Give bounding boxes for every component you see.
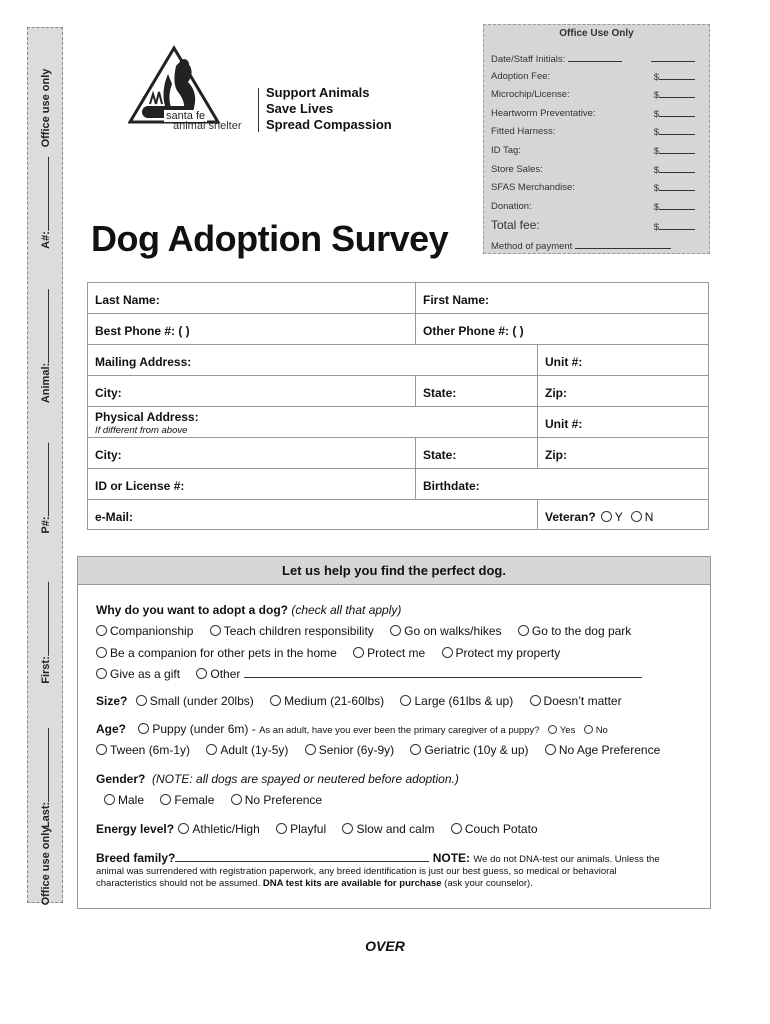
breed-note-label: NOTE:: [432, 851, 471, 865]
office-row-date[interactable]: [491, 53, 695, 67]
age-options-row: [96, 743, 668, 757]
why-options-row-2: [96, 646, 568, 660]
why-option-walks[interactable]: Go on walks/hikes: [385, 624, 501, 638]
office-row-total[interactable]: [491, 218, 695, 236]
energy-option-playful[interactable]: Playful: [271, 822, 326, 836]
office-row-label: Microchip/License:: [491, 89, 570, 100]
strip-p-number[interactable]: [40, 442, 52, 533]
office-row-adoption-fee[interactable]: [491, 71, 695, 85]
veteran-yes-label: Y: [614, 510, 623, 524]
breed-note-text: We do not DNA-test our animals. Unless the: [473, 854, 660, 865]
why-question-note: (check all that apply): [291, 603, 402, 617]
strip-animal-label: Animal:: [40, 362, 52, 404]
birthdate-field[interactable]: Birthdate:: [416, 469, 709, 500]
why-options-row-3: [96, 667, 650, 681]
why-option-protect-property[interactable]: Protect my property: [437, 646, 561, 660]
tagline: [266, 85, 392, 133]
energy-option-couch-potato[interactable]: Couch Potato: [446, 822, 538, 836]
last-name-field[interactable]: Last Name:: [88, 283, 416, 314]
veteran-label: Veteran?: [545, 510, 596, 524]
id-license-field[interactable]: ID or License #:: [88, 469, 416, 500]
office-row-amount: $: [654, 89, 695, 101]
office-row-label: SFAS Merchandise:: [491, 182, 575, 193]
office-use-box: [483, 24, 710, 254]
physical-address-note: If different from above: [95, 425, 188, 436]
age-option-geriatric[interactable]: Geriatric (10y & up): [405, 743, 528, 757]
logo-text-santa-fe: santa fe: [166, 110, 206, 122]
strip-office-label-top: Office use only: [40, 68, 52, 148]
physical-state-field[interactable]: State:: [416, 438, 538, 469]
mailing-address-field[interactable]: Mailing Address:: [88, 345, 538, 376]
office-row-label: Fitted Harness:: [491, 126, 556, 137]
age-question: [96, 722, 608, 736]
why-other-input[interactable]: [244, 668, 642, 678]
office-row-label: Method of payment: [491, 240, 671, 252]
office-row-amount: $: [654, 108, 695, 120]
office-row-amount: $: [654, 201, 695, 213]
veteran-no-radio[interactable]: [631, 511, 642, 522]
age-puppy-note: As an adult, have you ever been the primary caregiver of a puppy?: [259, 725, 540, 736]
gender-question-note: (NOTE: all dogs are spayed or neutered before adoption.): [152, 772, 459, 786]
physical-zip-field[interactable]: Zip:: [538, 438, 709, 469]
why-question-label: Why do you want to adopt a dog?: [96, 603, 288, 617]
office-row-label: Date/Staff Initials:: [491, 53, 622, 65]
tagline-line: Support Animals: [266, 85, 370, 100]
why-option-teach-children[interactable]: Teach children responsibility: [205, 624, 374, 638]
office-row-label: Total fee:: [491, 218, 540, 232]
mailing-zip-field[interactable]: Zip:: [538, 376, 709, 407]
mailing-state-field[interactable]: State:: [416, 376, 538, 407]
dna-kit-note: DNA test kits are available for purchase: [262, 878, 442, 889]
office-row-heartworm[interactable]: [491, 108, 695, 122]
office-row-label: Adoption Fee:: [491, 71, 551, 82]
first-name-field[interactable]: First Name:: [416, 283, 709, 314]
strip-first[interactable]: [40, 582, 52, 684]
office-row-label: Heartworm Preventative:: [491, 108, 596, 119]
physical-unit-field[interactable]: Unit #:: [538, 407, 709, 438]
breed-note-continued: animal was surrendered with registration paperwork, any breed identification is just our best guess, so medical or behavioral: [96, 866, 617, 877]
size-option-medium[interactable]: Medium (21-60lbs): [265, 694, 384, 708]
office-row-label: Store Sales:: [491, 164, 543, 175]
strip-last-label: Last:: [40, 801, 52, 829]
office-row-amount: $: [654, 221, 695, 233]
strip-a-label: A#:: [40, 231, 52, 249]
energy-option-slow-calm[interactable]: Slow and calm: [337, 822, 434, 836]
gender-question: [96, 772, 459, 786]
age-question-label: Age?: [96, 722, 126, 736]
energy-option-athletic[interactable]: Athletic/High: [177, 822, 259, 836]
veteran-no-label: N: [644, 510, 654, 524]
veteran-field: [538, 500, 709, 530]
age-option-puppy[interactable]: Puppy (under 6m) -: [129, 722, 255, 736]
gender-options-row: [104, 793, 330, 807]
strip-animal[interactable]: [40, 289, 52, 403]
strip-last[interactable]: [40, 728, 52, 828]
dog-preference-survey: [77, 556, 711, 909]
office-row-store-sales[interactable]: [491, 164, 695, 178]
why-options-row-1: [96, 624, 639, 638]
office-row-id-tag[interactable]: [491, 145, 695, 159]
physical-city-field[interactable]: City:: [88, 438, 416, 469]
page-title: Dog Adoption Survey: [91, 218, 449, 259]
office-row-microchip[interactable]: [491, 89, 695, 103]
contact-info-table: [87, 282, 709, 530]
office-row-amount: [651, 53, 695, 65]
email-field[interactable]: e-Mail:: [88, 500, 538, 530]
gender-option-male[interactable]: Male: [104, 793, 144, 807]
logo-text-animal-shelter: animal shelter: [173, 120, 242, 132]
why-option-companionship[interactable]: Companionship: [96, 624, 193, 638]
breed-input[interactable]: [175, 852, 429, 862]
size-option-large[interactable]: Large (61lbs & up): [395, 694, 513, 708]
age-option-tween[interactable]: Tween (6m-1y): [96, 743, 190, 757]
why-option-protect-me[interactable]: Protect me: [348, 646, 425, 660]
why-option-gift[interactable]: Give as a gift: [96, 667, 180, 681]
office-row-amount: $: [654, 164, 695, 176]
office-row-harness[interactable]: [491, 126, 695, 140]
age-option-senior[interactable]: Senior (6y-9y): [300, 743, 394, 757]
energy-question-label: Energy level?: [96, 822, 175, 836]
page-footer-over: OVER: [365, 938, 405, 954]
office-row-payment-method[interactable]: [491, 240, 695, 254]
gender-question-label: Gender?: [96, 772, 146, 786]
strip-office-label-bottom: Office use only: [40, 826, 52, 906]
strip-p-label: P#:: [40, 516, 52, 534]
why-option-companion-pets[interactable]: Be a companion for other pets in the home: [96, 646, 337, 660]
veteran-yes-radio[interactable]: [601, 511, 612, 522]
strip-first-label: First:: [40, 656, 52, 684]
office-row-label: Donation:: [491, 201, 532, 212]
puppy-caregiver-yes[interactable]: Yes: [543, 725, 576, 736]
office-use-strip: [27, 27, 63, 906]
why-option-dog-park[interactable]: Go to the dog park: [513, 624, 631, 638]
gender-option-no-preference[interactable]: No Preference: [226, 793, 322, 807]
strip-a-number[interactable]: [40, 157, 52, 249]
gender-option-female[interactable]: Female: [155, 793, 214, 807]
size-option-any[interactable]: Doesn’t matter: [525, 694, 622, 708]
age-option-adult[interactable]: Adult (1y-5y): [201, 743, 288, 757]
office-row-amount: $: [654, 182, 695, 194]
survey-header: Let us help you find the perfect dog.: [78, 557, 710, 585]
logo-divider: [258, 88, 259, 132]
tagline-line: Spread Compassion: [266, 117, 392, 132]
physical-address-field[interactable]: [88, 407, 538, 438]
breed-question: [96, 851, 660, 865]
breed-note-final: characteristics should not be assumed. DNA test kits are available for purchase (ask your counselor).: [96, 878, 533, 889]
mailing-city-field[interactable]: City:: [88, 376, 416, 407]
office-row-merchandise[interactable]: [491, 182, 695, 196]
tagline-line: Save Lives: [266, 101, 334, 116]
energy-question: [96, 822, 546, 836]
office-row-donation[interactable]: [491, 201, 695, 215]
office-row-label: ID Tag:: [491, 145, 521, 156]
size-option-small[interactable]: Small (under 20lbs): [131, 694, 254, 708]
best-phone-field[interactable]: Best Phone #: ( ): [88, 314, 416, 345]
office-row-amount: $: [654, 126, 695, 138]
office-row-amount: $: [654, 71, 695, 83]
age-option-no-preference[interactable]: No Age Preference: [540, 743, 660, 757]
office-row-amount: $: [654, 145, 695, 157]
why-option-other[interactable]: Other: [191, 667, 641, 681]
size-question-label: Size?: [96, 694, 128, 708]
why-question: [96, 603, 401, 617]
other-phone-field[interactable]: Other Phone #: ( ): [416, 314, 709, 345]
office-use-title: Office Use Only: [559, 28, 634, 39]
physical-address-label: Physical Address:: [95, 410, 199, 424]
size-question: [96, 694, 630, 708]
mailing-unit-field[interactable]: Unit #:: [538, 345, 709, 376]
puppy-caregiver-no[interactable]: No: [579, 725, 608, 736]
breed-question-label: Breed family?: [96, 851, 176, 865]
